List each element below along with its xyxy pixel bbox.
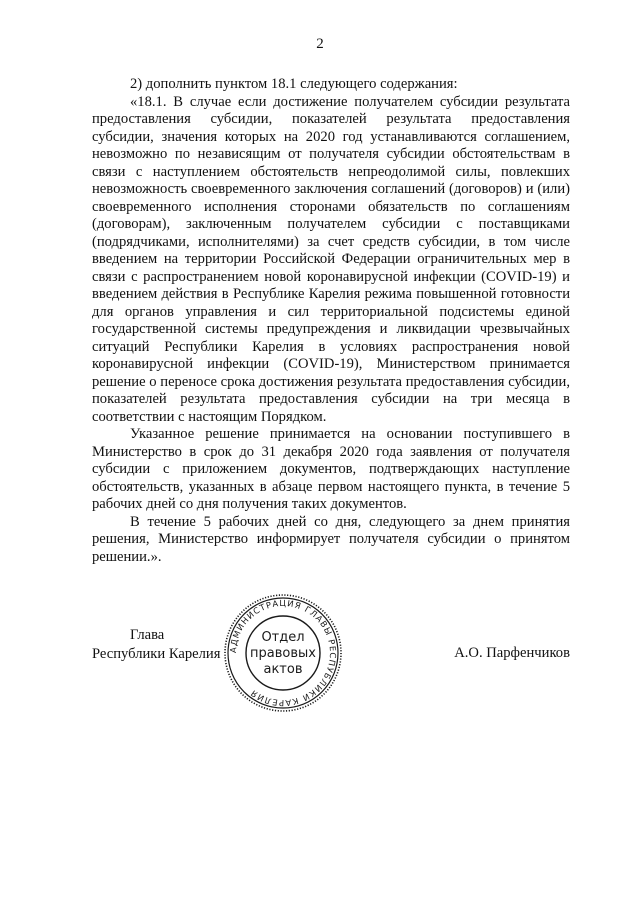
signature-title-line2: Республики Карелия [92, 646, 221, 662]
paragraph-18-1: «18.1. В случае если достижение получателем субсидии результата предоставления субсидии, показателей результата предоставления субсидии, значения которых на 2020 год устанавливаются соглашением, невозможно по независящим от получателя субсидии обстоятельствам в связи с наступлением обстоятельств непреодолимой силы, повлекших невозможность своевременного заключения соглашений (договоров) и (или) своевременного исполнения сторонами обязательств по соглашениям (договорам), заключенным получателем субсидии с поставщиками (подрядчиками, исполнителями) за счет средств субсидии, в том числе введением на территории Российской Федерации ограничительных мер в связи с распространением новой коронавирусной инфекции (COVID-19) и введением действия в Республике Карелия режима повышенной готовности для органов управления и сил территориальной подсистемы единой государственной системы предупреждения и ликвидации чрезвычайных ситуаций Республики Карелия в условиях распространения новой коронавирусной инфекции (COVID-19), Министерством принимается решение о переносе срока достижения результата предоставления субсидии, показателей результата предоставления субсидии на три месяца в соответствии с настоящим Порядком. [92, 93, 570, 425]
amendment-item: 2) дополнить пунктом 18.1 следующего содержания: [130, 76, 458, 92]
stamp-center-line2: правовых [250, 646, 316, 661]
signature-title [92, 626, 220, 664]
official-stamp [222, 592, 344, 714]
signature-title-line1: Глава [130, 627, 165, 643]
stamp-center-line1: Отдел [261, 630, 305, 645]
paragraph-decision: Указанное решение принимается на основании поступившего в Министерство в срок до 31 декабря 2020 года заявления от получателя субсидии с приложением документов, подтверждающих наступление обстоятельств, указанных в абзаце первом настоящего пункта, в течение 5 рабочих дней со дня получения таких документов. [92, 426, 570, 512]
stamp-ring-text: АДМИНИСТРАЦИЯ ГЛАВЫ РЕСПУБЛИКИ КАРЕЛИЯ [227, 597, 339, 709]
page-number: 2 [316, 36, 324, 52]
stamp-center-line3: актов [263, 662, 303, 677]
paragraph-notification: В течение 5 рабочих дней со дня, следующего за днем принятия решения, Министерство информирует получателя субсидии о принятом решении.». [92, 513, 570, 565]
document-body [92, 76, 570, 566]
signatory-name: А.О. Парфенчиков [454, 645, 570, 661]
